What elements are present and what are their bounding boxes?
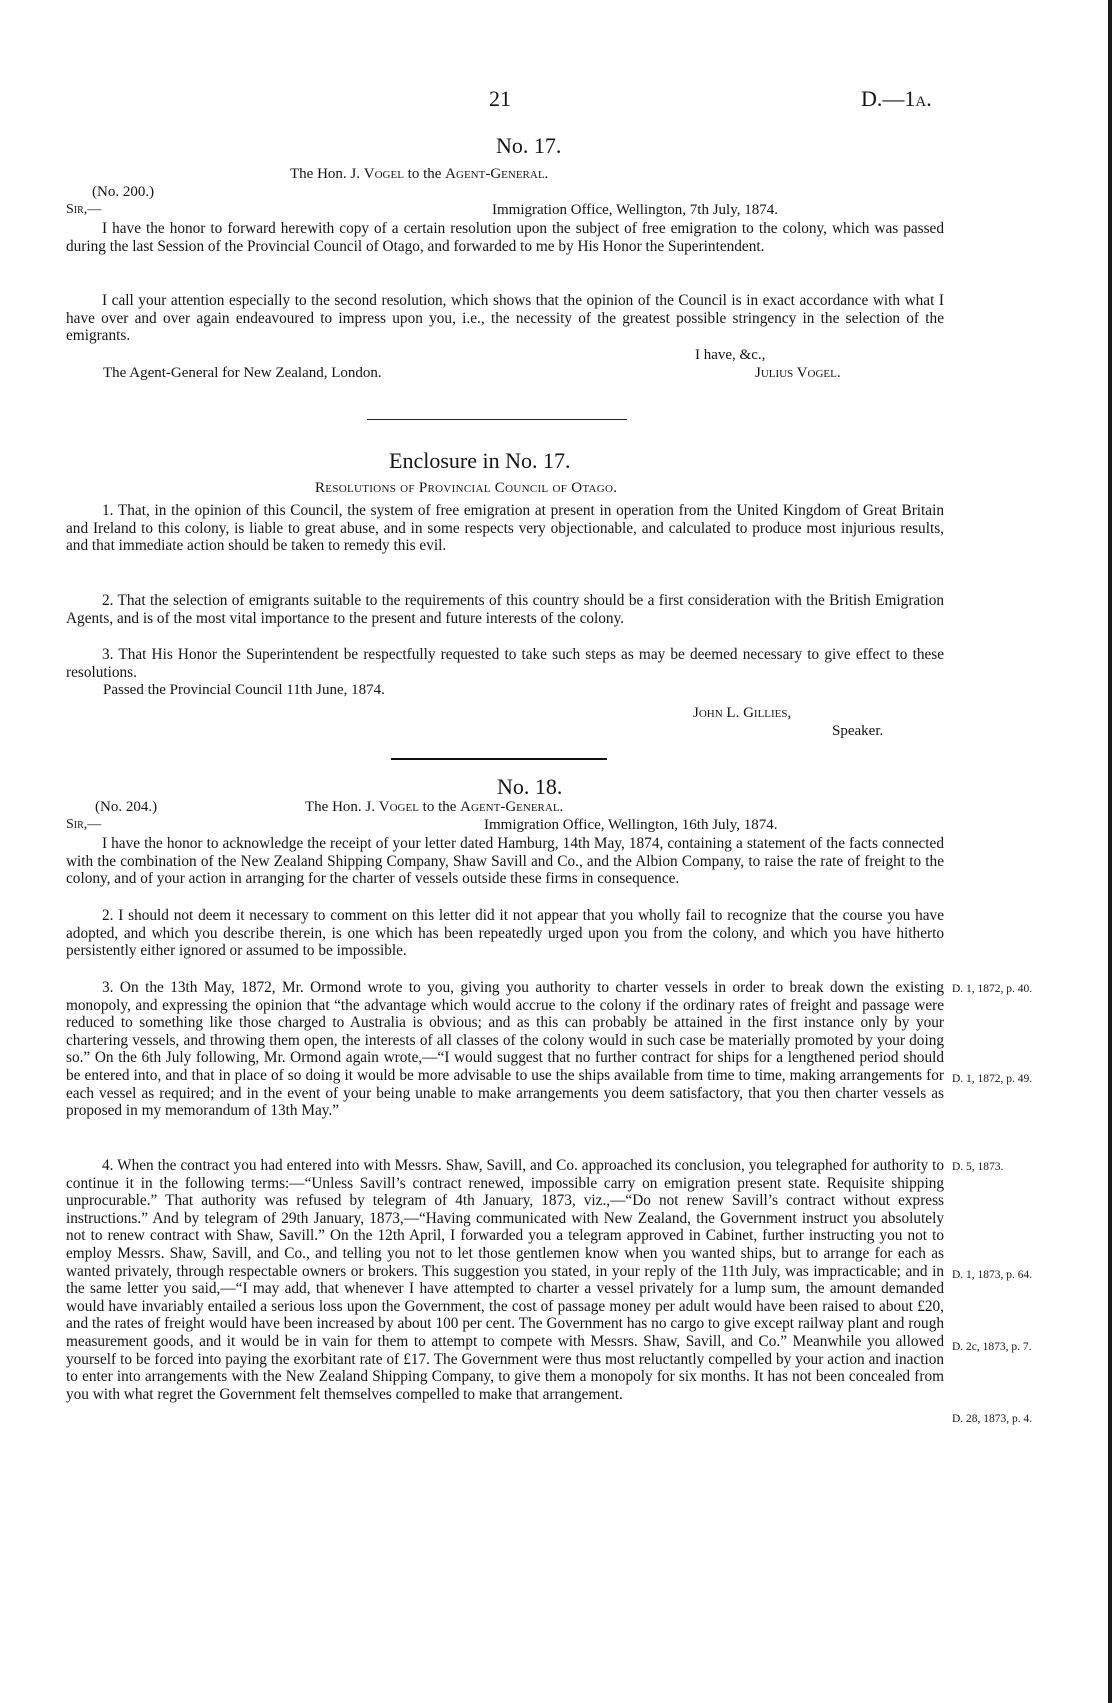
margin-note: D. 28, 1873, p. 4. — [952, 1413, 1033, 1425]
margin-note: D. 1, 1872, p. 40. — [952, 983, 1033, 995]
no18-paragraph-4: 4. When the contract you had entered into with Messrs. Shaw, Savill, and Co. approached its conclusion, you telegraphed for authority to continue it in the following terms:—“Unless Savill’s contract renewed, impossible carry on emigration present state. Requisite shipping unprocurable.” That authority was refused by telegram of 4th January, 1873, viz.,—“Do not renew Savill’s contract without express instructions.” And by telegram of 29th January, 1873,—“Having communicated with New Zealand, the Government instruct you absolutely not to renew contract with Shaw, Savill.” On the 12th April, I forwarded you a telegram approved in Cabinet, further instructing you not to employ Messrs. Shaw, Savill, and Co., and telling you not to let those gentlemen know when you wanted ships, but to arrange for each as wanted privately, through respectable owners or brokers. This suggestion you stated, in your reply of the 11th July, was impracticable; and in the same letter you said,—“I may add, that whenever I have attempted to charter a vessel privately for a lump sum, the amount demanded would have invariably entailed a serious loss upon the Government, the cost of passage money per adult would have been raised to about £20, and the rates of freight would have been increased by about 100 per cent. The Government has no cargo to give except railway plant and rough measurement goods, and it would be in vain for them to attempt to compete with Messrs. Shaw, Savill, and Co.” Meanwhile you allowed yourself to be forced into paying the exorbitant rate of £17. The Government were thus most reluctantly compelled by your action and inaction to enter into arrangements with the New Zealand Shipping Company, to give them a monopoly for six months. It has not been concealed from you with what regret the Government felt themselves compelled to make that arrangement. — [66, 1157, 944, 1403]
no17-paragraph-2: I call your attention especially to the second resolution, which shows that the opinion of the Council is in exact accordance with what I have over and over again endeavoured to impress upon you, i.e., the necessity of the greatest possible stringency in the selection of the emigrants. — [66, 292, 944, 345]
no18-subheading: The Hon. J. Vogel to the Agent-General. — [305, 799, 564, 815]
no17-addressee: The Agent-General for New Zealand, London. — [103, 365, 382, 381]
no18-heading: No. 18. — [497, 774, 563, 799]
enclosure-subtitle: Resolutions of Provincial Council of Otago. — [315, 480, 618, 496]
section-divider-thick — [391, 758, 607, 760]
resolution-2: 2. That the selection of emigrants suitable to the requirements of this country should be a first consideration with the British Emigration Agents, and is of the most vital importance to the present and future interests of the colony. — [66, 592, 944, 627]
no17-subheading: The Hon. J. Vogel to the Agent-General. — [290, 166, 549, 182]
margin-note: D. 5, 1873. — [952, 1161, 1004, 1173]
margin-note: D. 1, 1873, p. 64. — [952, 1269, 1033, 1281]
no17-paragraph-1: I have the honor to forward herewith copy of a certain resolution upon the subject of free emigration to the colony, which was passed during the last Session of the Provincial Council of Otago, and forwarded to me by His Honor the Superintendent. — [66, 220, 944, 255]
section-divider — [367, 419, 627, 420]
no17-closing: I have, &c., — [695, 347, 766, 363]
no17-heading: No. 17. — [496, 133, 562, 158]
enclosure-title: Enclosure in No. 17. — [389, 448, 571, 473]
no17-docno: (No. 200.) — [92, 184, 155, 200]
resolution-3: 3. That His Honor the Superintendent be respectfully requested to take such steps as may be deemed necessary to give effect to these resolutions. — [66, 646, 944, 681]
no18-docno: (No. 204.) — [95, 799, 158, 815]
enclosure-passed: Passed the Provincial Council 11th June, 1874. — [103, 682, 385, 698]
no18-paragraph-2: 2. I should not deem it necessary to comment on this letter did it not appear that you wholly fail to recognize that the course you have adopted, and which you describe therein, is one which has been repeatedly urged upon you from the colony, and which you have hitherto persistently either ignored or assumed to be impossible. — [66, 907, 944, 960]
no17-salutation: Sir,— — [66, 202, 102, 217]
enclosure-signatory-title: Speaker. — [832, 723, 884, 739]
no18-paragraph-1: I have the honor to acknowledge the receipt of your letter dated Hamburg, 14th May, 1874, containing a statement of the facts connected with the combination of the New Zealand Shipping Company, Shaw Savill and Co., and the Albion Company, to raise the rate of freight to the colony, and of your action in arranging for the charter of vessels outside these firms in consequence. — [66, 835, 944, 888]
no18-salutation: Sir,— — [66, 817, 102, 832]
no18-dateline: Immigration Office, Wellington, 16th July, 1874. — [484, 817, 778, 833]
no17-signature: Julius Vogel. — [755, 365, 841, 381]
resolution-1: 1. That, in the opinion of this Council, the system of free emigration at present in operation from the United Kingdom of Great Britain and Ireland to this colony, is liable to great abuse, and in some respects very objectionable, and calculated to produce most injurious results, and that immediate action should be taken to remedy this evil. — [66, 502, 944, 555]
enclosure-signatory: John L. Gillies, — [693, 705, 792, 721]
margin-note: D. 1, 1872, p. 49. — [952, 1073, 1033, 1085]
no17-dateline: Immigration Office, Wellington, 7th July, 1874. — [492, 202, 778, 218]
no18-paragraph-3: 3. On the 13th May, 1872, Mr. Ormond wrote to you, giving you authority to charter vessels in order to break down the existing monopoly, and expressing the opinion that “the advantage which would accrue to the colony if the ordinary rates of freight and passage were reduced to something like those charged to Australia is obvious; and as this can probably be attained in the first instance only by your chartering vessels, and throwing them open, the interests of all classes of the colony would in such case be materially promoted by your doing so.” On the 6th July following, Mr. Ormond again wrote,—“I would suggest that no further contract for ships for a lengthened period should be entered into, and that in place of so doing it would be more advisable to use the ships available from time to time, making arrangements for each vessel as required; and in the event of your being unable to make arrangements you deem satisfactory, that you then charter vessels as proposed in my memorandum of 13th May.” — [66, 979, 944, 1120]
page-edge-rule — [1108, 0, 1112, 1703]
page-number: 21 — [489, 86, 511, 111]
document-reference: D.—1a. — [861, 86, 932, 111]
margin-note: D. 2c, 1873, p. 7. — [952, 1341, 1032, 1353]
